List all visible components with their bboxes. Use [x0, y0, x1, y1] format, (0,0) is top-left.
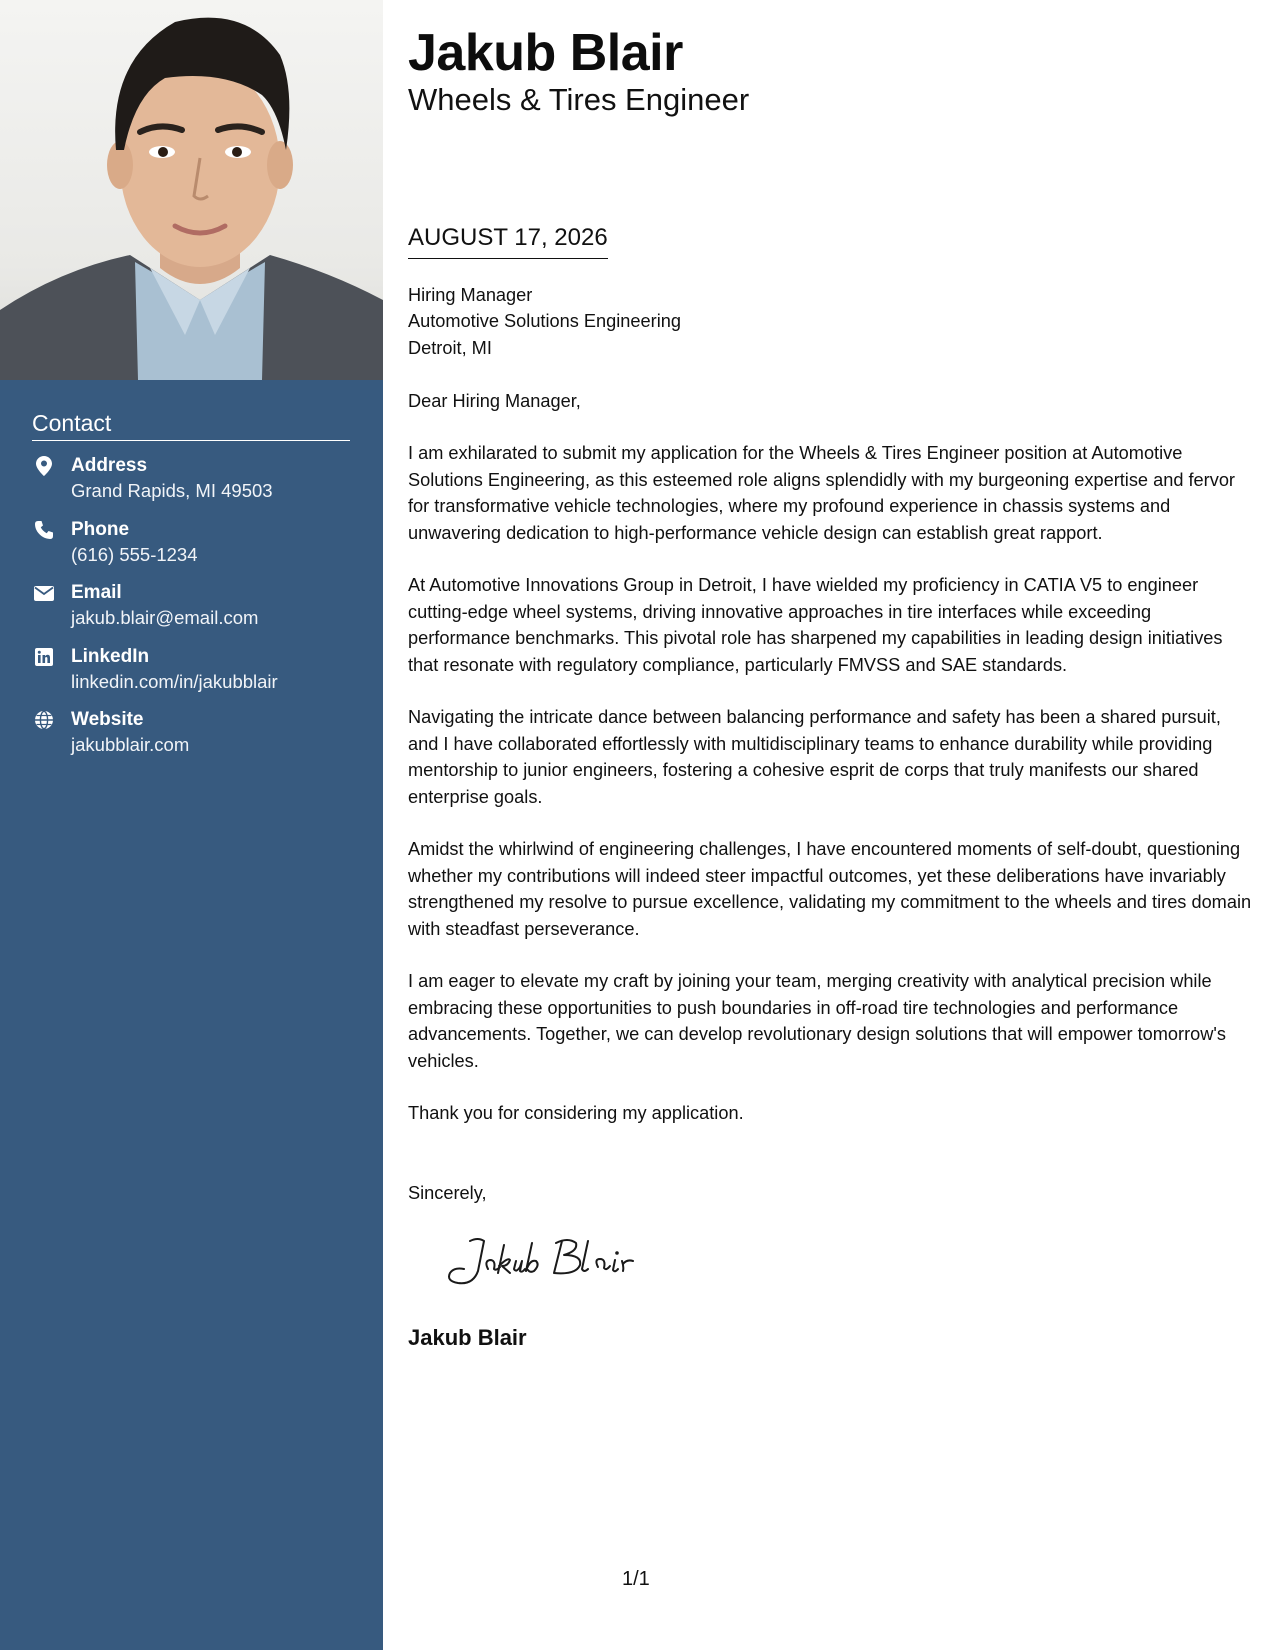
contact-label: Website	[71, 709, 144, 730]
letter-paragraph: At Automotive Innovations Group in Detroit, I have wielded my proficiency in CATIA V5 to engineer cutting-edge wheel systems, driving innovative approaches in tire interfaces while exceeding performance benchmarks. This pivotal role has sharpened my capabilities in leading design initiatives that resonate with regulatory compliance, particularly FMVSS and SAE standards.	[408, 575, 1223, 675]
contact-label: LinkedIn	[71, 645, 150, 667]
globe-icon	[33, 709, 55, 731]
profile-photo	[0, 0, 383, 380]
letter-paragraph: Amidst the whirlwind of engineering challenges, I have encountered moments of self-doubt, questioning whether my contributions will indeed steer impactful outcomes, yet these deliberations have invariably strengthened my resolve to pursue excellence, validating my commitment to the wheels and tires domain with steadfast perseverance.	[408, 839, 1252, 939]
handwritten-signature	[438, 1233, 638, 1298]
linkedin-icon	[33, 646, 55, 668]
letter-closing: Sincerely,	[408, 1183, 487, 1203]
contact-label: Phone	[71, 518, 130, 540]
recipient-line: Automotive Solutions Engineering	[408, 311, 681, 332]
letter-paragraph: Thank you for considering my application.	[408, 1103, 744, 1124]
website-value[interactable]: jakubblair.com	[71, 734, 190, 755]
phone-value: (616) 555-1234	[71, 543, 198, 565]
address-value: Grand Rapids, MI 49503	[71, 480, 273, 501]
applicant-job-title: Wheels & Tires Engineer	[408, 82, 750, 117]
letter-paragraph: I am eager to elevate my craft by joining your team, merging creativity with analytical precision while embracing these opportunities to push boundaries in off-road tire technologies and performance advancements. Together, we can develop revolutionary design solutions that will empower tomorrow's vehicles.	[408, 971, 1226, 1071]
letter-date: AUGUST 17, 2026	[408, 222, 608, 259]
contact-label: Email	[71, 582, 122, 603]
recipient-line: Hiring Manager	[408, 285, 533, 305]
contact-section	[32, 408, 350, 771]
applicant-name: Jakub Blair	[408, 24, 683, 82]
salutation: Dear Hiring Manager,	[408, 390, 581, 411]
signed-name: Jakub Blair	[408, 1325, 527, 1350]
contact-linkedin	[32, 644, 350, 708]
letter-body	[408, 282, 1253, 1153]
linkedin-value[interactable]: linkedin.com/in/jakubblair	[71, 670, 278, 692]
phone-icon	[33, 519, 55, 541]
recipient-line: Detroit, MI	[408, 337, 492, 358]
sidebar	[0, 0, 383, 1650]
map-pin-icon	[33, 455, 55, 477]
contact-label: Address	[71, 455, 148, 476]
contact-address	[32, 453, 350, 517]
envelope-icon	[33, 582, 55, 604]
contact-phone	[32, 517, 350, 581]
contact-website	[32, 707, 350, 771]
page-number: 1/1	[622, 1568, 650, 1590]
email-value[interactable]: jakub.blair@email.com	[71, 607, 259, 628]
letter-paragraph: Navigating the intricate dance between balancing performance and safety has been a shared pursuit, and I have collaborated effortlessly with multidisciplinary teams to enhance durability while providing mentorship to junior engineers, fostering a cohesive esprit de corps that truly manifests our shared enterprise goals.	[408, 707, 1221, 807]
letter-paragraph: I am exhilarated to submit my application for the Wheels & Tires Engineer position at Automotive Solutions Engineering, as this esteemed role aligns splendidly with my burgeoning expertise and fervor for transformative vehicle technologies, where my profound experience in chassis systems and unwavering dedication to high-performance vehicle design can establish great rapport.	[408, 443, 1235, 543]
contact-heading: Contact	[32, 408, 350, 441]
recipient-block	[408, 282, 1253, 361]
contact-email	[32, 580, 350, 644]
